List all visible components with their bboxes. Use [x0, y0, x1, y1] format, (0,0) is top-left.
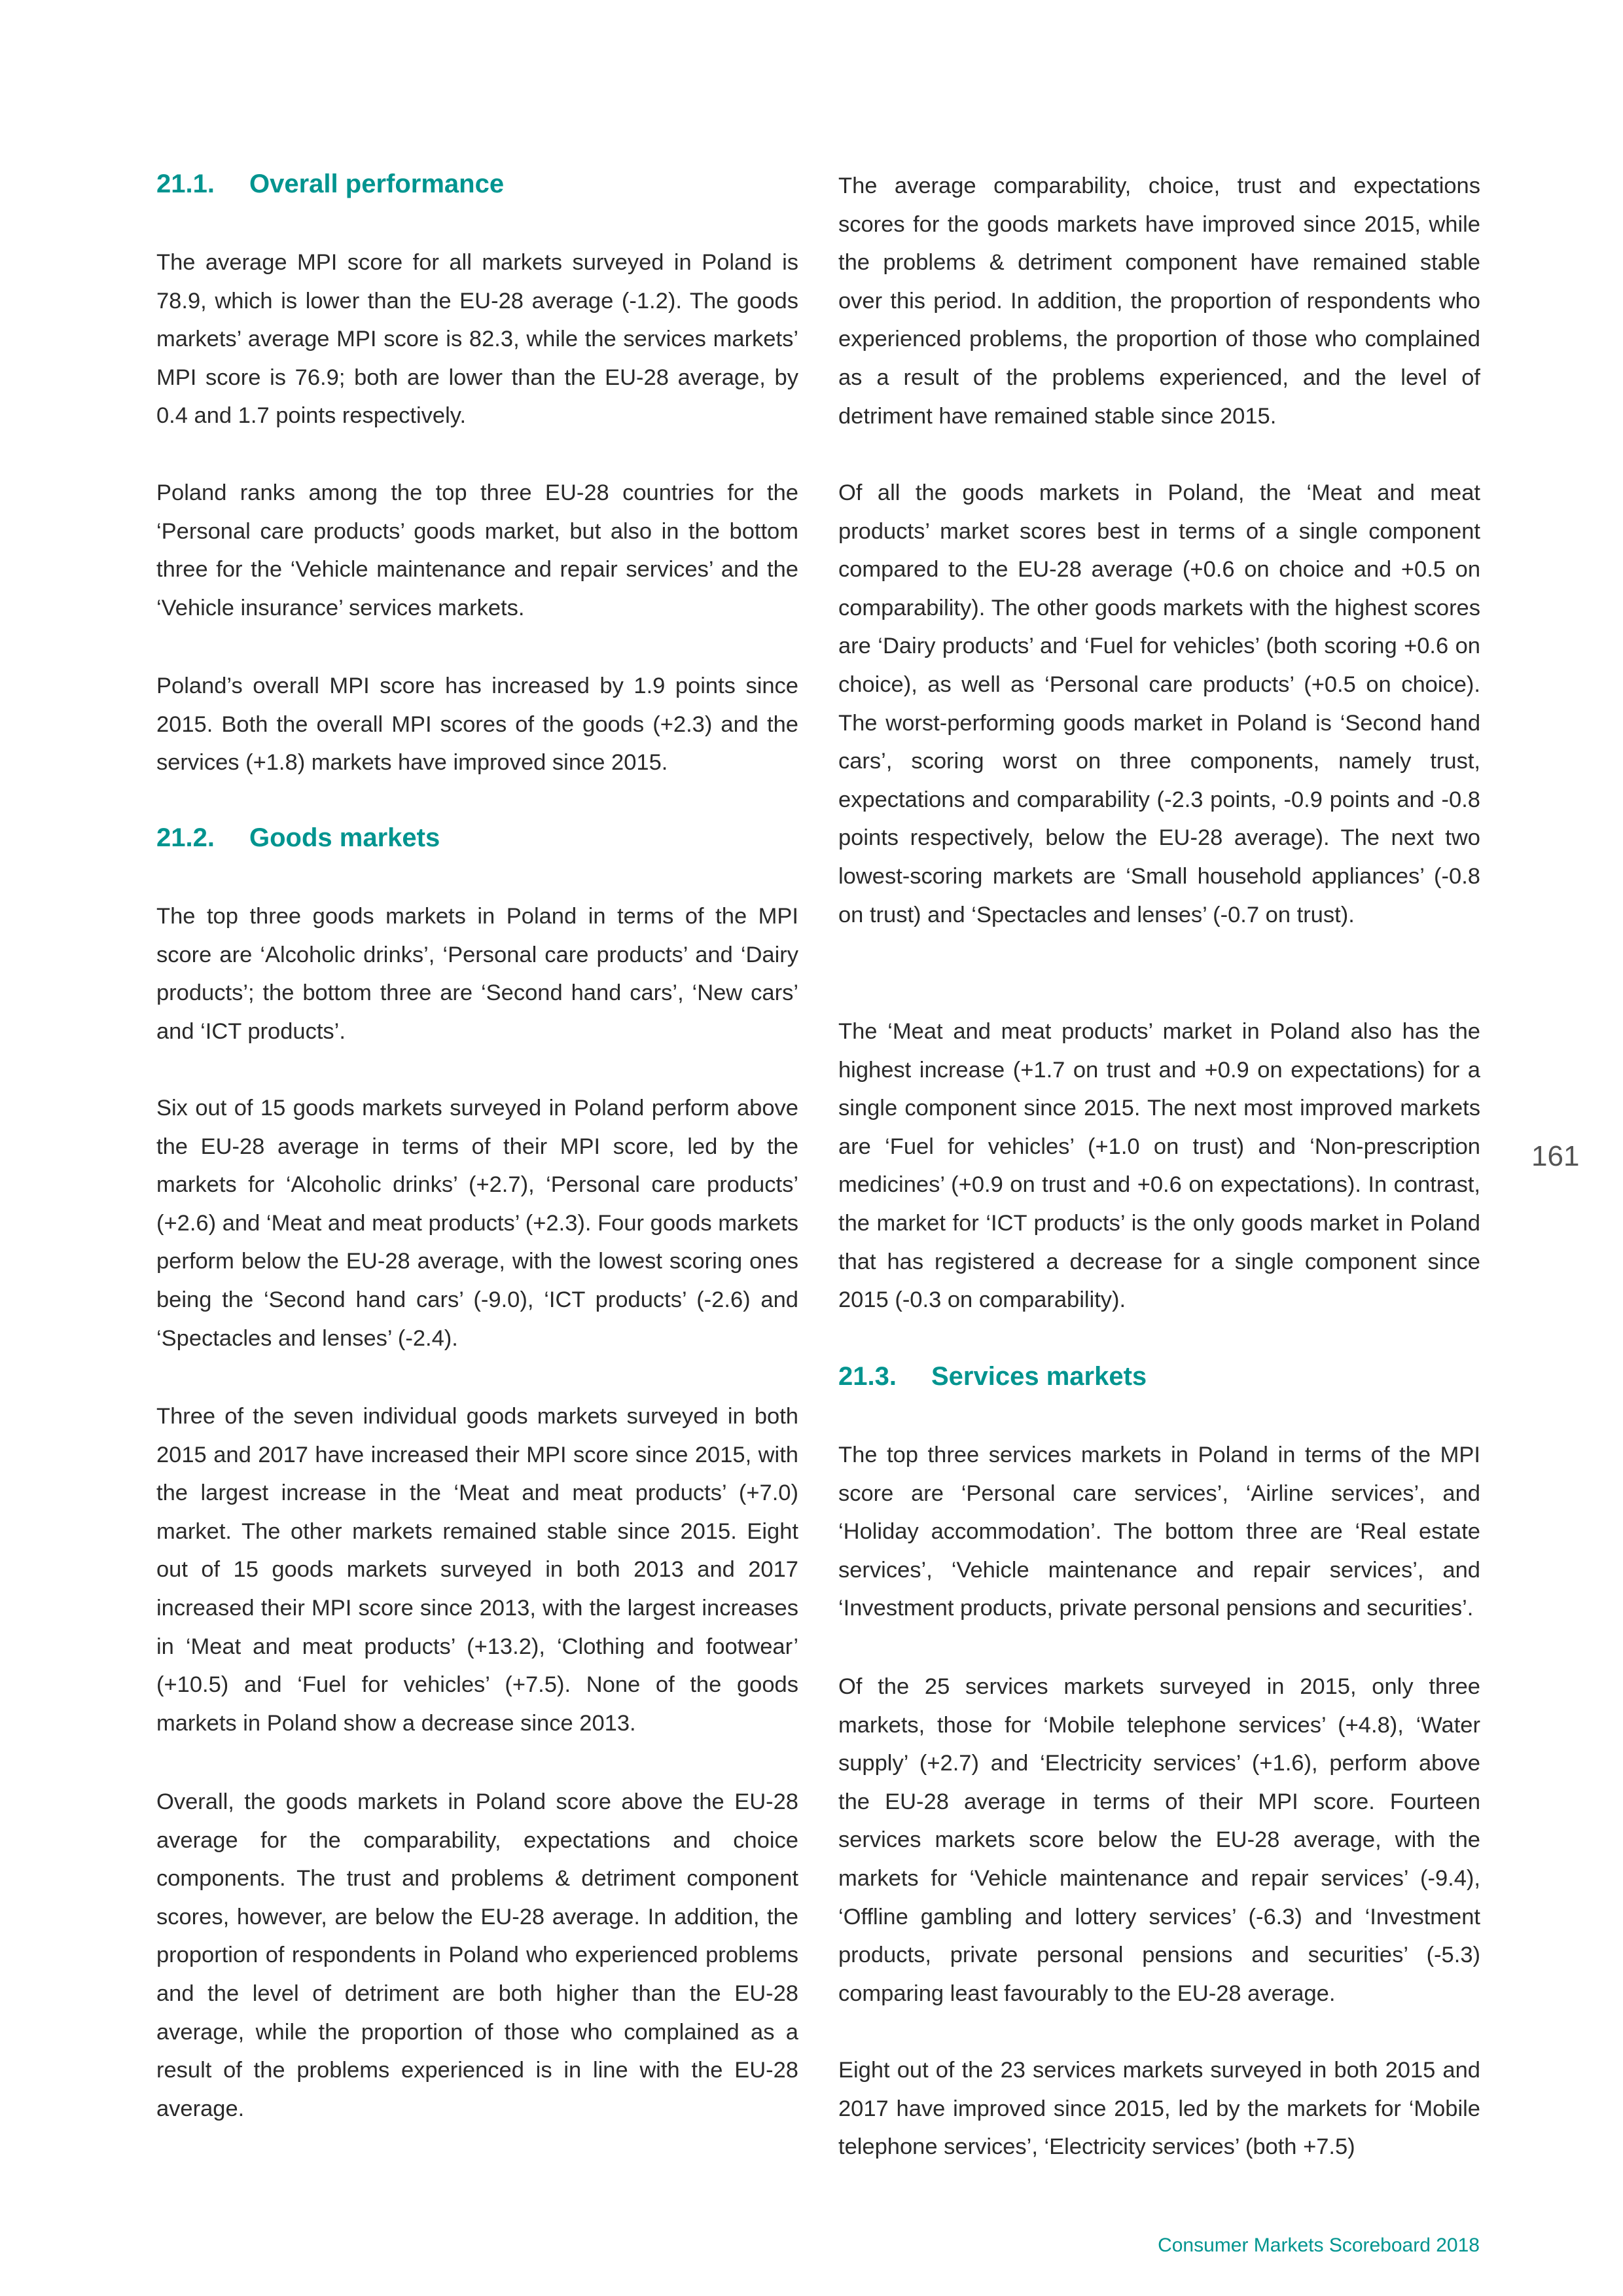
section-number: 21.1.	[156, 170, 215, 198]
paragraph: Three of the seven individual goods markets surveyed in both 2015 and 2017 have increased their MPI score since 2015, with the largest increase in the ‘Meat and meat products’ (+7.0) market. The other markets remained stable since 2015. Eight out of 15 goods markets surveyed in both 2013 and 2017 increased their MPI score since 2013, with the largest increases in ‘Meat and meat products’ (+13.2), ‘Clothing and footwear’ (+10.5) and ‘Fuel for vehicles’ (+7.5). None of the goods markets in Poland show a decrease since 2013.	[156, 1404, 798, 1736]
footer-title: Consumer Markets Scoreboard 2018	[1158, 2234, 1480, 2256]
section-number: 21.2.	[156, 823, 215, 852]
paragraph: Poland’s overall MPI score has increased by 1.9 points since 2015. Both the overall MPI scores of the goods (+2.3) and the services (+1.8) markets have improved since 2015.	[156, 673, 798, 776]
section-heading-services-markets	[838, 1357, 1147, 1396]
section-number: 21.3.	[838, 1362, 897, 1391]
paragraph: The top three services markets in Poland in terms of the MPI score are ‘Personal care services’, ‘Airline services’, and ‘Holiday accommodation’. The bottom three are ‘Real estate services’, ‘Vehicle maintenance and repair services’, and ‘Investment products, private personal pensions and securities’.	[838, 1443, 1480, 1621]
section-heading-goods-markets	[156, 819, 440, 857]
paragraph: Eight out of the 23 services markets surveyed in both 2015 and 2017 have improved since 2015, led by the markets for ‘Mobile telephone services’, ‘Electricity services’ (both +7.5)	[838, 2058, 1480, 2160]
paragraph: Poland ranks among the top three EU-28 countries for the ‘Personal care products’ goods market, but also in the bottom three for the ‘Vehicle maintenance and repair services’ and the ‘Vehicle insurance’ services markets.	[156, 480, 798, 620]
paragraph: Of all the goods markets in Poland, the ‘Meat and meat products’ market scores best in terms of a single component compared to the EU-28 average (+0.6 on choice and +0.5 on comparability). The other goods markets with the highest scores are ‘Dairy products’ and ‘Fuel for vehicles’ (both scoring +0.6 on choice), as well as ‘Personal care products’ (+0.5 on choice). The worst-performing goods market in Poland is ‘Second hand cars’, scoring worst on three components, namely trust, expectations and comparability (-2.3 points, -0.9 points and -0.8 points respectively, below the EU-28 average). The next two lowest-scoring markets are ‘Small household appliances’ (-0.8 on trust) and ‘Spectacles and lenses’ (-0.7 on trust).	[838, 480, 1480, 927]
section-title: Services markets	[931, 1362, 1147, 1391]
paragraph: Overall, the goods markets in Poland score above the EU-28 average for the comparability, expectations and choice components. The trust and problems & detriment component scores, however, are below the EU-28 average. In addition, the proportion of respondents in Poland who experienced problems and the level of detriment are both higher than the EU-28 average, while the proportion of those who complained as a result of the problems experienced is in line with the EU-28 average.	[156, 1789, 798, 2121]
paragraph: The ‘Meat and meat products’ market in Poland also has the highest increase (+1.7 on trust and +0.9 on expectations) for a single component since 2015. The next most improved markets are ‘Fuel for vehicles’ (+1.0 on trust) and ‘Non-prescription medicines’ (+0.9 on trust and +0.6 on expectations). In contrast, the market for ‘ICT products’ is the only goods market in Poland that has registered a decrease for a single component since 2015 (-0.3 on comparability).	[838, 1019, 1480, 1313]
page-number: 161	[1531, 1140, 1580, 1172]
paragraph: Of the 25 services markets surveyed in 2015, only three markets, those for ‘Mobile telephone services’ (+4.8), ‘Water supply’ (+2.7) and ‘Electricity services’ (+1.6), perform above the EU-28 average in terms of their MPI score. Fourteen services markets score below the EU-28 average, with the markets for ‘Vehicle maintenance and repair services’ (-9.4), ‘Offline gambling and lottery services’ (-6.3) and ‘Investment products, private personal pensions and securities’ (-5.3) comparing least favourably to the EU-28 average.	[838, 1674, 1480, 2006]
paragraph: The average MPI score for all markets surveyed in Poland is 78.9, which is lower than the EU-28 average (-1.2). The goods markets’ average MPI score is 82.3, while the services markets’ MPI score is 76.9; both are lower than the EU-28 average, by 0.4 and 1.7 points respectively.	[156, 250, 798, 429]
paragraph: The average comparability, choice, trust and expectations scores for the goods markets have improved since 2015, while the problems & detriment component have remained stable over this period. In addition, the proportion of respondents who experienced problems, the proportion of those who complained as a result of the problems experienced, and the level of detriment have remained stable since 2015.	[838, 173, 1480, 429]
section-title: Overall performance	[249, 170, 505, 198]
paragraph: Six out of 15 goods markets surveyed in Poland perform above the EU-28 average in terms of their MPI score, led by the markets for ‘Alcoholic drinks’ (+2.7), ‘Personal care products’ (+2.6) and ‘Meat and meat products’ (+2.3). Four goods markets perform below the EU-28 average, with the lowest scoring ones being the ‘Second hand cars’ (-9.0), ‘ICT products’ (-2.6) and ‘Spectacles and lenses’ (-2.4).	[156, 1096, 798, 1351]
section-title: Goods markets	[249, 823, 440, 852]
section-heading-overall-performance	[156, 165, 504, 204]
paragraph: The top three goods markets in Poland in terms of the MPI score are ‘Alcoholic drinks’, ‘Personal care products’ and ‘Dairy products’; the bottom three are ‘Second hand cars’, ‘New cars’ and ‘ICT products’.	[156, 904, 798, 1044]
